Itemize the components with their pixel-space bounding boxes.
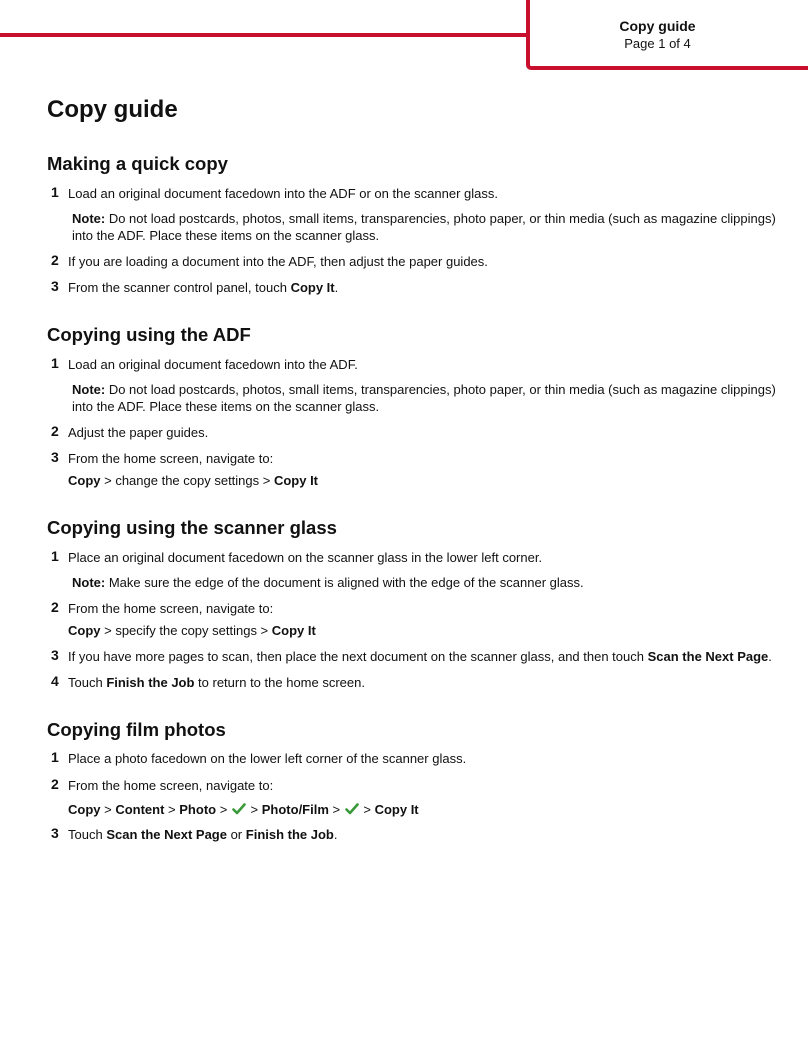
step-number: 2 [51, 423, 59, 439]
step-text: Place an original document facedown on the scanner glass in the lower left corner. [68, 550, 543, 565]
note [72, 381, 776, 415]
page-header [560, 17, 755, 52]
path-photo-film: Photo/Film [261, 802, 329, 817]
ui-label: Finish the Job [106, 675, 195, 690]
step-number: 1 [51, 355, 59, 371]
note-label: Note: [72, 575, 106, 590]
step-text: Place a photo facedown on the lower left corner of the scanner glass. [68, 751, 467, 766]
step-number: 1 [51, 548, 59, 564]
path-copy: Copy [68, 623, 101, 638]
navigation-path: Copy > change the copy settings > Copy It [68, 473, 319, 488]
step-number: 3 [51, 647, 59, 663]
step-text: Touch Finish the Job to return to the home screen. [68, 675, 365, 690]
step-text: Load an original document facedown into the ADF. [68, 357, 358, 372]
page-number: Page 1 of 4 [624, 36, 691, 51]
path-copy-it: Copy It [271, 623, 316, 638]
step-number: 4 [51, 673, 59, 689]
ui-label: Copy It [290, 280, 335, 295]
note [72, 574, 772, 591]
path-copy: Copy [68, 802, 101, 817]
step-number: 2 [51, 776, 59, 792]
step-text: Load an original document facedown into the ADF or on the scanner glass. [68, 186, 498, 201]
note-label: Note: [72, 382, 106, 397]
note-text: into the ADF. Place these items on the scanner glass. [72, 399, 380, 414]
section-title-adf: Copying using the ADF [47, 324, 251, 345]
path-photo: Photo [179, 802, 217, 817]
section-title-quick-copy: Making a quick copy [47, 153, 228, 174]
ui-label: Finish the Job [245, 827, 334, 842]
ui-label: Scan the Next Page [106, 827, 227, 842]
note-text: into the ADF. Place these items on the scanner glass. [72, 228, 380, 243]
checkmark-icon [345, 803, 359, 815]
step-text: From the home screen, navigate to: [68, 601, 274, 616]
section-title-film-photos: Copying film photos [47, 719, 226, 740]
header-title: Copy guide [619, 18, 696, 34]
step-text: From the home screen, navigate to: [68, 778, 274, 793]
navigation-path: Copy > specify the copy settings > Copy It [68, 623, 316, 638]
navigation-path: Copy > Content > Photo > > Photo/Film > > Copy It [68, 802, 419, 817]
step-number: 3 [51, 278, 59, 294]
checkmark-icon [232, 803, 246, 815]
step-text: From the scanner control panel, touch Copy It. [68, 280, 339, 295]
path-content: Content [115, 802, 165, 817]
step-text: Touch Scan the Next Page or Finish the Job. [68, 827, 338, 842]
step-number: 3 [51, 449, 59, 465]
step-text: If you have more pages to scan, then place the next document on the scanner glass, and then touch Scan the Next Page. [68, 649, 772, 664]
document-title: Copy guide [47, 96, 178, 123]
path-copy: Copy [68, 473, 101, 488]
note-text: Do not load postcards, photos, small items, transparencies, photo paper, or thin media (such as magazine clippings) [105, 211, 776, 226]
note-text: Make sure the edge of the document is aligned with the edge of the scanner glass. [105, 575, 584, 590]
step-number: 3 [51, 825, 59, 841]
section-title-scanner-glass: Copying using the scanner glass [47, 517, 337, 538]
path-copy-it: Copy It [374, 802, 419, 817]
note-label: Note: [72, 211, 106, 226]
step-number: 2 [51, 599, 59, 615]
step-number: 2 [51, 252, 59, 268]
ui-label: Scan the Next Page [647, 649, 769, 664]
step-text: From the home screen, navigate to: [68, 451, 274, 466]
note-text: Do not load postcards, photos, small items, transparencies, photo paper, or thin media (such as magazine clippings) [105, 382, 776, 397]
step-number: 1 [51, 184, 59, 200]
step-text: If you are loading a document into the ADF, then adjust the paper guides. [68, 254, 488, 269]
step-number: 1 [51, 749, 59, 765]
step-text: Adjust the paper guides. [68, 425, 209, 440]
path-copy-it: Copy It [273, 473, 319, 488]
note [72, 210, 776, 244]
header-rule [0, 33, 528, 37]
